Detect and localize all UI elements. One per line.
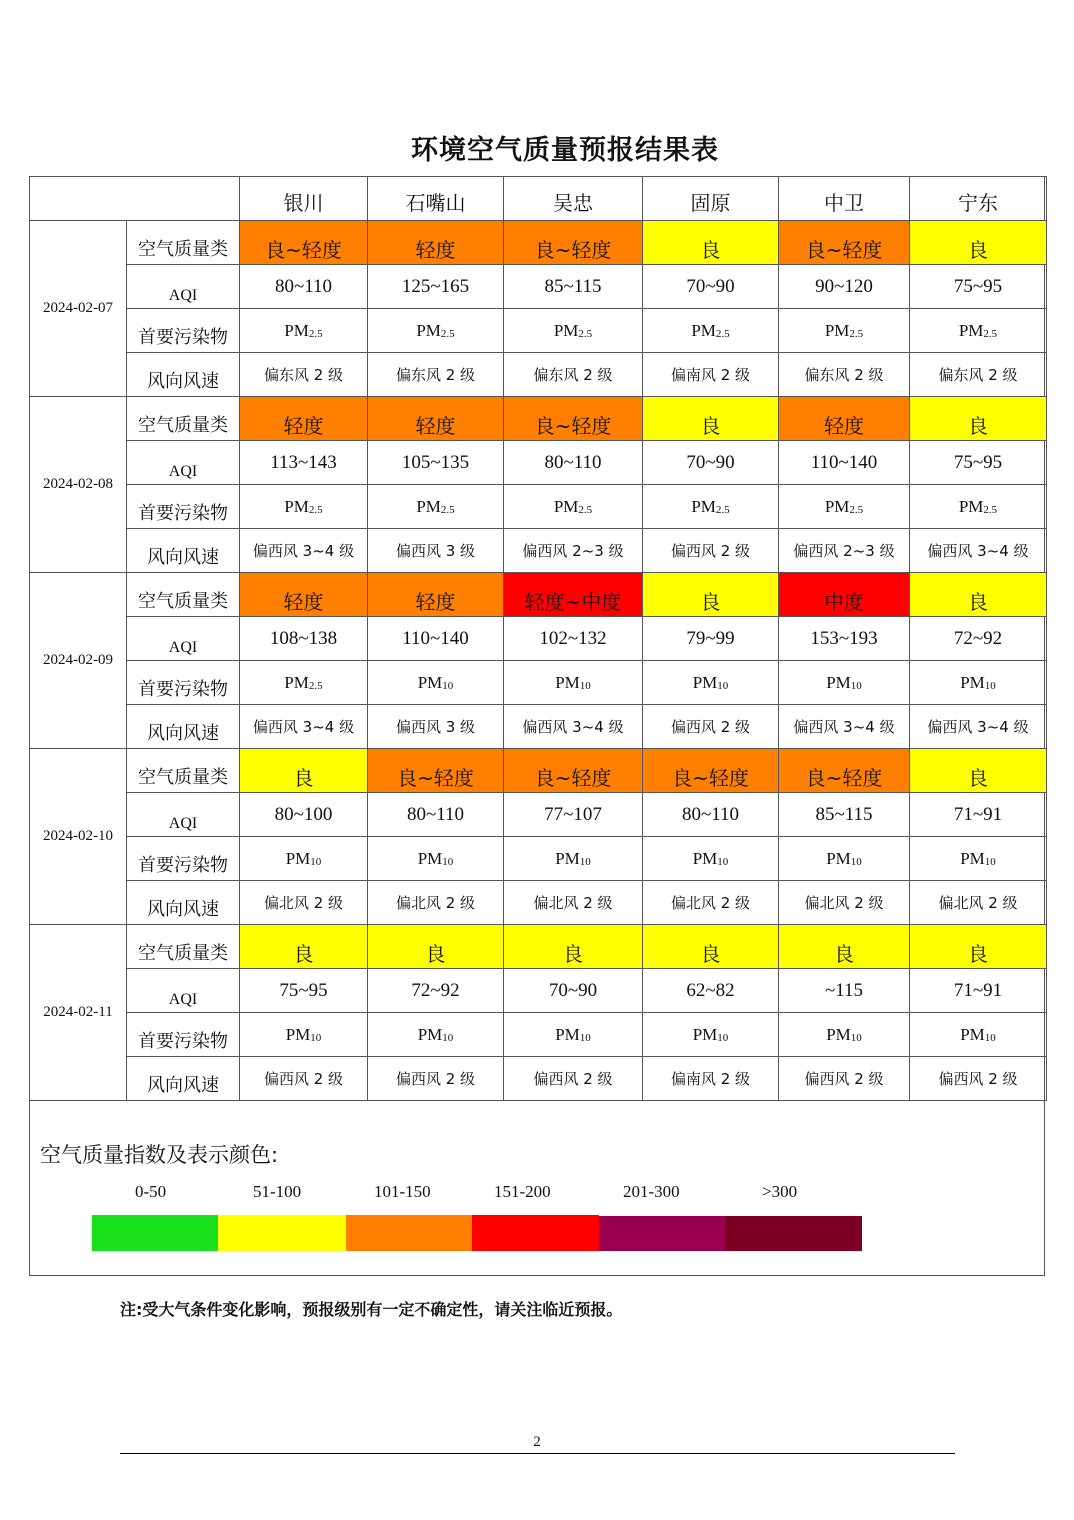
wind-cell: 偏西风 3~4 级 — [910, 529, 1047, 573]
aqi-category-cell: 良 — [643, 925, 779, 969]
aqi-value-cell: 108~138 — [240, 617, 368, 661]
pollutant-name: PM — [285, 848, 311, 868]
pollutant-name: PM — [691, 320, 716, 340]
aqi-value-cell: 72~92 — [368, 969, 504, 1013]
aqi-value-cell: 80~100 — [240, 793, 368, 837]
city-header: 银川 — [240, 177, 368, 221]
aqi-value-cell: 110~140 — [779, 441, 910, 485]
aqi-category-cell: 轻度 — [240, 573, 368, 617]
pollutant-cell — [240, 1013, 368, 1057]
pollutant-cell — [240, 485, 368, 529]
pollutant-cell — [504, 837, 643, 881]
aqi-category-cell: 良 — [504, 925, 643, 969]
pollutant-cell — [504, 485, 643, 529]
aqi-category-cell: 良 — [910, 925, 1047, 969]
pollutant-name: PM — [553, 320, 579, 340]
pollutant-subscript: 2.5 — [578, 327, 593, 340]
pollutant-name: PM — [691, 496, 716, 516]
pollutant-name: PM — [555, 672, 580, 692]
legend-range-label: 51-100 — [253, 1182, 302, 1201]
legend-color-swatch — [599, 1216, 725, 1251]
wind-cell: 偏东风 2 级 — [504, 353, 643, 397]
aqi-category-cell: 良~轻度 — [643, 749, 779, 793]
row-label-category: 空气质量类 — [127, 749, 240, 793]
table-row — [30, 221, 1047, 265]
pollutant-name: PM — [960, 672, 985, 692]
aqi-value-cell: 71~91 — [910, 969, 1047, 1013]
wind-cell: 偏西风 2 级 — [368, 1057, 504, 1101]
pollutant-subscript: 2.5 — [983, 327, 998, 340]
legend-color-swatch — [725, 1216, 862, 1251]
pollutant-name: PM — [960, 848, 985, 868]
table-row — [30, 749, 1047, 793]
pollutant-subscript: 10 — [442, 679, 454, 692]
pollutant-name: PM — [826, 672, 851, 692]
pollutant-subscript: 10 — [442, 1031, 454, 1044]
pollutant-subscript: 10 — [984, 679, 996, 692]
city-header: 石嘴山 — [368, 177, 504, 221]
table-row — [30, 441, 1047, 485]
pollutant-subscript: 10 — [717, 1031, 729, 1044]
pollutant-cell — [643, 309, 779, 353]
aqi-value-cell: 113~143 — [240, 441, 368, 485]
wind-cell: 偏南风 2 级 — [643, 353, 779, 397]
legend-color-swatch — [346, 1215, 472, 1251]
pollutant-cell — [643, 661, 779, 705]
aqi-value-cell: 70~90 — [504, 969, 643, 1013]
row-label-category: 空气质量类 — [127, 573, 240, 617]
pollutant-name: PM — [417, 848, 443, 868]
aqi-value-cell: 105~135 — [368, 441, 504, 485]
city-header: 中卫 — [779, 177, 910, 221]
date-cell: 2024-02-08 — [30, 397, 127, 573]
aqi-value-cell: 80~110 — [368, 793, 504, 837]
aqi-value-cell: 85~115 — [779, 793, 910, 837]
table-row — [30, 309, 1047, 353]
legend-color-swatch — [92, 1215, 218, 1251]
table-row — [30, 705, 1047, 749]
city-header: 吴忠 — [504, 177, 643, 221]
pollutant-cell — [910, 837, 1047, 881]
aqi-value-cell: 110~140 — [368, 617, 504, 661]
legend-range-label: 151-200 — [494, 1182, 551, 1201]
pollutant-name: PM — [285, 1024, 311, 1044]
wind-cell: 偏南风 2 级 — [643, 1057, 779, 1101]
aqi-value-cell: 90~120 — [779, 265, 910, 309]
pollutant-subscript: 10 — [984, 1031, 996, 1044]
pollutant-cell — [910, 1013, 1047, 1057]
table-row — [30, 485, 1047, 529]
pollutant-subscript: 10 — [579, 855, 591, 868]
aqi-category-cell: 良 — [240, 925, 368, 969]
table-row — [30, 661, 1047, 705]
table-row — [30, 265, 1047, 309]
wind-cell: 偏西风 2 级 — [240, 1057, 368, 1101]
date-cell: 2024-02-10 — [30, 749, 127, 925]
aqi-value-cell: 70~90 — [643, 441, 779, 485]
pollutant-subscript: 2.5 — [715, 503, 730, 516]
aqi-category-cell: 良~轻度 — [504, 221, 643, 265]
pollutant-cell — [643, 1013, 779, 1057]
pollutant-subscript: 10 — [850, 1031, 862, 1044]
row-label-wind: 风向风速 — [127, 881, 240, 925]
pollutant-cell — [779, 485, 910, 529]
date-cell: 2024-02-11 — [30, 925, 127, 1101]
row-label-category: 空气质量类 — [127, 397, 240, 441]
page-number: 2 — [533, 1434, 541, 1450]
pollutant-cell — [779, 1013, 910, 1057]
forecast-note: 注:受大气条件变化影响，预报级别有一定不确定性，请关注临近预报。 — [120, 1300, 623, 1319]
pollutant-subscript: 10 — [442, 855, 454, 868]
wind-cell: 偏西风 2 级 — [643, 705, 779, 749]
legend-range-label: >300 — [762, 1182, 798, 1201]
aqi-category-cell: 良 — [643, 573, 779, 617]
pollutant-subscript: 10 — [717, 679, 729, 692]
wind-cell: 偏西风 2~3 级 — [779, 529, 910, 573]
aqi-value-cell: 77~107 — [504, 793, 643, 837]
wind-cell: 偏西风 2 级 — [643, 529, 779, 573]
pollutant-name: PM — [417, 1024, 443, 1044]
pollutant-cell — [240, 837, 368, 881]
table-row — [30, 573, 1047, 617]
pollutant-cell — [240, 661, 368, 705]
aqi-category-cell: 良 — [240, 749, 368, 793]
pollutant-subscript: 2.5 — [849, 503, 864, 516]
pollutant-cell — [240, 309, 368, 353]
table-corner — [30, 177, 240, 221]
table-row — [30, 529, 1047, 573]
aqi-category-cell: 良 — [368, 925, 504, 969]
pollutant-name: PM — [284, 320, 309, 340]
aqi-category-cell: 良~轻度 — [779, 749, 910, 793]
pollutant-cell — [779, 837, 910, 881]
pollutant-cell — [779, 661, 910, 705]
aqi-category-cell: 轻度 — [368, 221, 504, 265]
pollutant-cell — [368, 309, 504, 353]
wind-cell: 偏东风 2 级 — [910, 353, 1047, 397]
aqi-value-cell: 125~165 — [368, 265, 504, 309]
pollutant-subscript: 10 — [579, 679, 591, 692]
table-row — [30, 1057, 1047, 1101]
city-header: 宁东 — [910, 177, 1047, 221]
table-row — [30, 837, 1047, 881]
table-row — [30, 617, 1047, 661]
aqi-value-cell: 153~193 — [779, 617, 910, 661]
aqi-value-cell: 85~115 — [504, 265, 643, 309]
row-label-pollutant: 首要污染物 — [127, 837, 240, 881]
table-row — [30, 353, 1047, 397]
date-cell: 2024-02-09 — [30, 573, 127, 749]
wind-cell: 偏北风 2 级 — [504, 881, 643, 925]
pollutant-cell — [504, 309, 643, 353]
pollutant-cell — [368, 485, 504, 529]
pollutant-subscript: 2.5 — [440, 503, 455, 516]
pollutant-name: PM — [553, 496, 579, 516]
pollutant-name: PM — [958, 496, 984, 516]
wind-cell: 偏西风 3~4 级 — [240, 529, 368, 573]
pollutant-cell — [910, 485, 1047, 529]
pollutant-name: PM — [826, 1024, 851, 1044]
pollutant-name: PM — [960, 1024, 985, 1044]
pollutant-cell — [910, 309, 1047, 353]
aqi-category-cell: 良 — [910, 749, 1047, 793]
pollutant-subscript: 10 — [850, 855, 862, 868]
pollutant-name: PM — [284, 496, 309, 516]
wind-cell: 偏北风 2 级 — [643, 881, 779, 925]
wind-cell: 偏东风 2 级 — [368, 353, 504, 397]
row-label-aqi: AQI — [127, 969, 240, 1013]
row-label-aqi: AQI — [127, 265, 240, 309]
row-label-pollutant: 首要污染物 — [127, 485, 240, 529]
aqi-value-cell: 75~95 — [910, 265, 1047, 309]
row-label-wind: 风向风速 — [127, 1057, 240, 1101]
wind-cell: 偏西风 3~4 级 — [504, 705, 643, 749]
pollutant-cell — [368, 661, 504, 705]
pollutant-name: PM — [284, 672, 309, 692]
aqi-category-cell: 良~轻度 — [240, 221, 368, 265]
pollutant-name: PM — [824, 496, 850, 516]
pollutant-subscript: 10 — [850, 679, 862, 692]
aqi-category-cell: 良 — [779, 925, 910, 969]
row-label-pollutant: 首要污染物 — [127, 1013, 240, 1057]
row-label-pollutant: 首要污染物 — [127, 309, 240, 353]
wind-cell: 偏东风 2 级 — [779, 353, 910, 397]
wind-cell: 偏北风 2 级 — [240, 881, 368, 925]
pollutant-subscript: 10 — [984, 855, 996, 868]
pollutant-subscript: 10 — [579, 1031, 591, 1044]
wind-cell: 偏西风 2 级 — [910, 1057, 1047, 1101]
pollutant-cell — [910, 661, 1047, 705]
pollutant-name: PM — [824, 320, 850, 340]
pollutant-subscript: 2.5 — [308, 327, 323, 340]
aqi-category-cell: 轻度 — [368, 397, 504, 441]
pollutant-name: PM — [692, 1024, 718, 1044]
table-row — [30, 969, 1047, 1013]
row-label-wind: 风向风速 — [127, 529, 240, 573]
city-header: 固原 — [643, 177, 779, 221]
row-label-pollutant: 首要污染物 — [127, 661, 240, 705]
row-label-aqi: AQI — [127, 617, 240, 661]
aqi-value-cell: 62~82 — [643, 969, 779, 1013]
pollutant-name: PM — [417, 672, 443, 692]
wind-cell: 偏北风 2 级 — [368, 881, 504, 925]
pollutant-subscript: 2.5 — [849, 327, 864, 340]
row-label-category: 空气质量类 — [127, 925, 240, 969]
date-cell: 2024-02-07 — [30, 221, 127, 397]
aqi-value-cell: 70~90 — [643, 265, 779, 309]
aqi-category-cell: 良~轻度 — [368, 749, 504, 793]
legend-title: 空气质量指数及表示颜色: — [40, 1143, 279, 1167]
aqi-value-cell: 75~95 — [240, 969, 368, 1013]
wind-cell: 偏西风 2~3 级 — [504, 529, 643, 573]
aqi-category-cell: 良 — [910, 397, 1047, 441]
pollutant-cell — [504, 1013, 643, 1057]
aqi-category-cell: 中度 — [779, 573, 910, 617]
aqi-category-cell: 轻度 — [779, 397, 910, 441]
aqi-category-cell: 良~轻度 — [779, 221, 910, 265]
pollutant-cell — [779, 309, 910, 353]
wind-cell: 偏西风 3 级 — [368, 705, 504, 749]
wind-cell: 偏西风 2 级 — [779, 1057, 910, 1101]
table-row — [30, 397, 1047, 441]
table-row — [30, 881, 1047, 925]
row-label-wind: 风向风速 — [127, 353, 240, 397]
wind-cell: 偏北风 2 级 — [910, 881, 1047, 925]
legend-range-label: 101-150 — [374, 1182, 431, 1201]
row-label-aqi: AQI — [127, 793, 240, 837]
table-header-row — [30, 177, 1047, 221]
wind-cell: 偏西风 2 级 — [504, 1057, 643, 1101]
wind-cell: 偏西风 3~4 级 — [240, 705, 368, 749]
aqi-value-cell: 72~92 — [910, 617, 1047, 661]
aqi-value-cell: 102~132 — [504, 617, 643, 661]
aqi-category-cell: 轻度~中度 — [504, 573, 643, 617]
aqi-value-cell: 80~110 — [240, 265, 368, 309]
wind-cell: 偏东风 2 级 — [240, 353, 368, 397]
pollutant-subscript: 2.5 — [308, 503, 323, 516]
aqi-category-cell: 良~轻度 — [504, 397, 643, 441]
aqi-category-cell: 良 — [910, 221, 1047, 265]
legend-color-swatch — [472, 1215, 599, 1251]
aqi-category-cell: 良~轻度 — [504, 749, 643, 793]
pollutant-name: PM — [958, 320, 984, 340]
pollutant-subscript: 2.5 — [578, 503, 593, 516]
footer-divider — [120, 1453, 955, 1454]
pollutant-subscript: 10 — [717, 855, 729, 868]
row-label-wind: 风向风速 — [127, 705, 240, 749]
aqi-category-cell: 轻度 — [368, 573, 504, 617]
table-row — [30, 1013, 1047, 1057]
pollutant-name: PM — [555, 848, 580, 868]
pollutant-subscript: 10 — [310, 855, 322, 868]
pollutant-subscript: 2.5 — [983, 503, 998, 516]
wind-cell: 偏北风 2 级 — [779, 881, 910, 925]
aqi-value-cell: 75~95 — [910, 441, 1047, 485]
page-title: 环境空气质量预报结果表 — [411, 135, 719, 166]
row-label-aqi: AQI — [127, 441, 240, 485]
aqi-value-cell: 80~110 — [643, 793, 779, 837]
aqi-value-cell: 71~91 — [910, 793, 1047, 837]
aqi-value-cell: ~115 — [779, 969, 910, 1013]
wind-cell: 偏西风 3~4 级 — [910, 705, 1047, 749]
pollutant-name: PM — [692, 848, 718, 868]
legend-range-label: 201-300 — [623, 1182, 680, 1201]
aqi-category-cell: 轻度 — [240, 397, 368, 441]
wind-cell: 偏西风 3 级 — [368, 529, 504, 573]
pollutant-name: PM — [826, 848, 851, 868]
legend-range-label: 0-50 — [135, 1182, 167, 1201]
pollutant-name: PM — [555, 1024, 580, 1044]
pollutant-cell — [504, 661, 643, 705]
aqi-category-cell: 良 — [643, 221, 779, 265]
aqi-category-cell: 良 — [910, 573, 1047, 617]
aqi-value-cell: 79~99 — [643, 617, 779, 661]
wind-cell: 偏西风 3~4 级 — [779, 705, 910, 749]
pollutant-cell — [643, 485, 779, 529]
pollutant-subscript: 2.5 — [308, 679, 323, 692]
pollutant-cell — [368, 1013, 504, 1057]
table-row — [30, 793, 1047, 837]
pollutant-cell — [368, 837, 504, 881]
table-row — [30, 925, 1047, 969]
pollutant-subscript: 10 — [310, 1031, 322, 1044]
pollutant-cell — [643, 837, 779, 881]
aqi-category-cell: 良 — [643, 397, 779, 441]
pollutant-subscript: 2.5 — [440, 327, 455, 340]
aqi-value-cell: 80~110 — [504, 441, 643, 485]
pollutant-name: PM — [416, 496, 441, 516]
forecast-table — [29, 176, 1047, 1101]
pollutant-subscript: 2.5 — [715, 327, 730, 340]
legend-color-swatch — [218, 1215, 346, 1251]
pollutant-name: PM — [692, 672, 718, 692]
pollutant-name: PM — [416, 320, 441, 340]
row-label-category: 空气质量类 — [127, 221, 240, 265]
